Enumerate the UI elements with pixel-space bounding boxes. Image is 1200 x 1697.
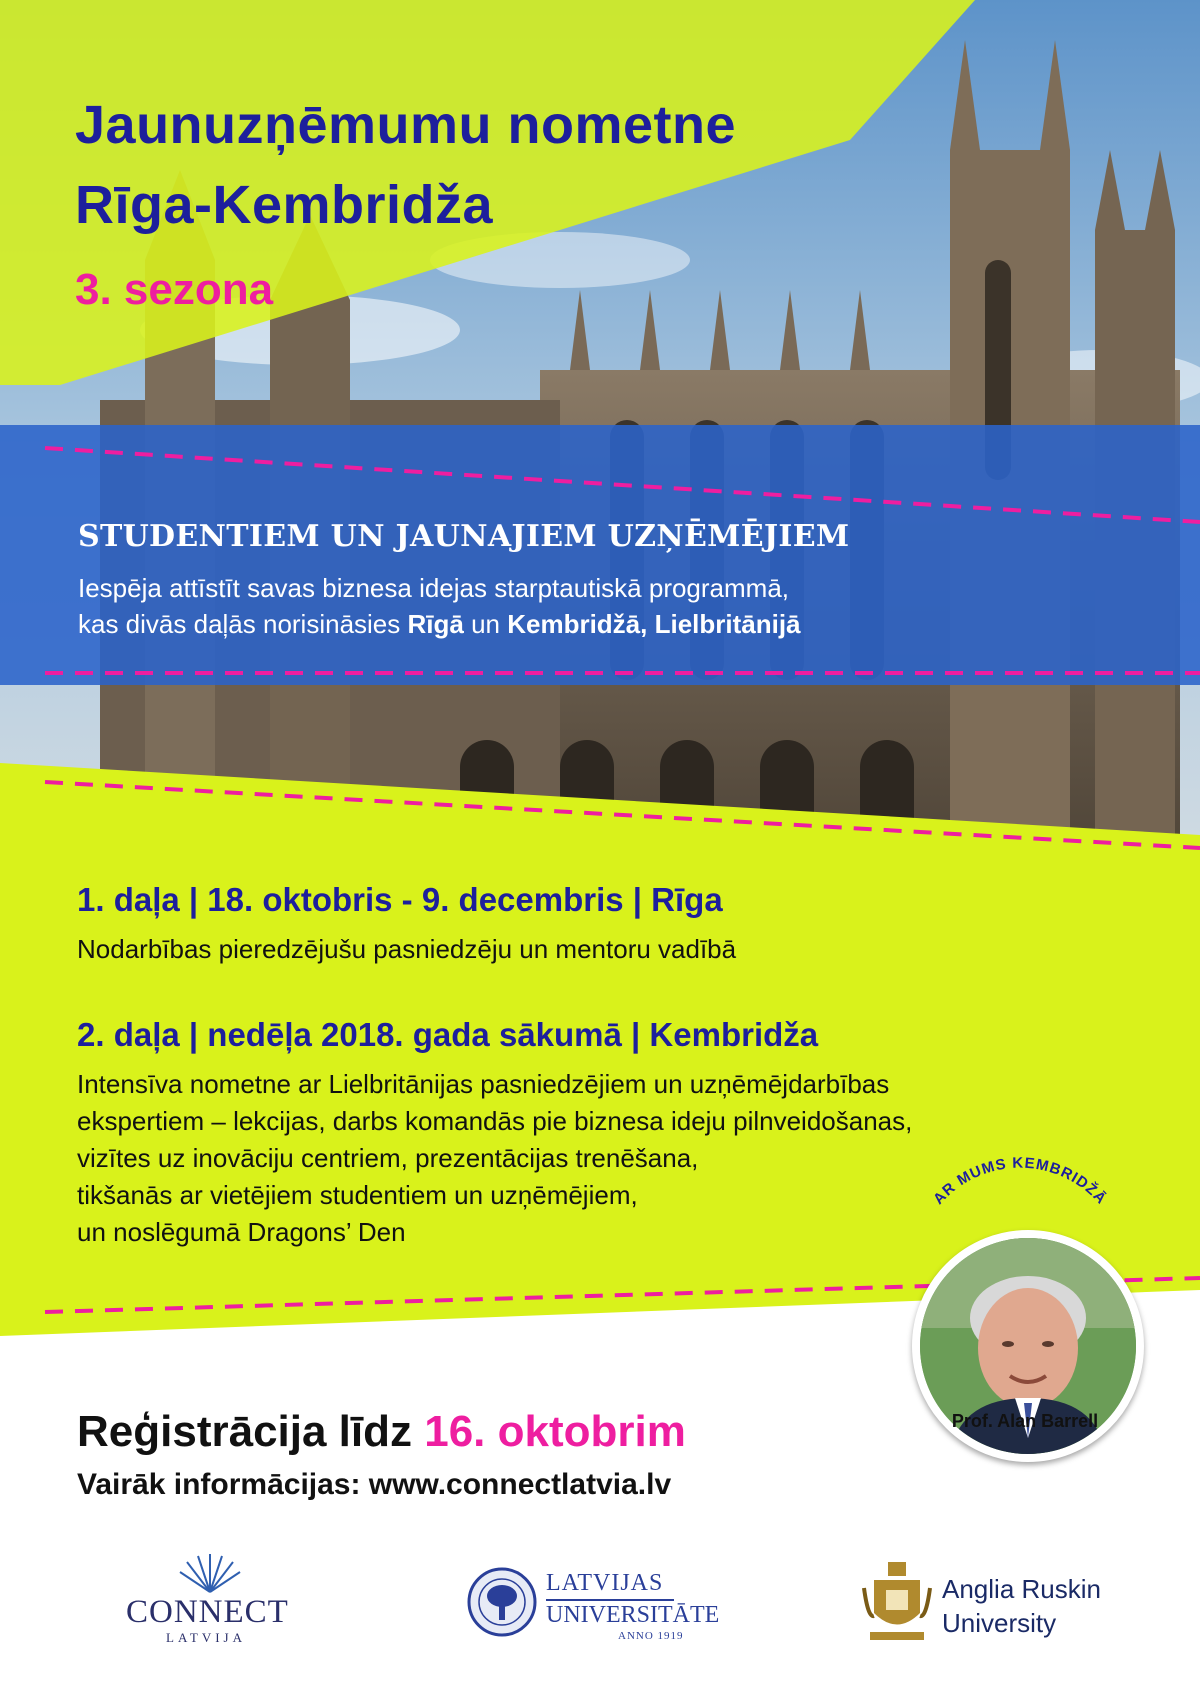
band-line-1: Iespēja attīstīt savas biznesa idejas starptautiskā programmā, [78, 573, 790, 603]
part-2-line-5: un noslēgumā Dragons’ Den [77, 1217, 406, 1247]
university-crest-icon [862, 1558, 932, 1646]
band-line-2-and: un [463, 609, 508, 639]
lu-logo-line-2: UNIVERSITĀTE [546, 1602, 720, 1628]
band-line-2 [78, 611, 801, 637]
aru-logo-line-2: University [942, 1608, 1057, 1638]
title-line-1: Jaunuzņēmumu nometne [75, 95, 737, 155]
band-city-cambridge: Kembridžā, Lielbritānijā [507, 609, 801, 639]
part-2-line-1: Intensīva nometne ar Lielbritānijas pasniedzējiem un uzņēmējdarbības [77, 1069, 890, 1099]
part-2-line-4: tikšanās ar vietējiem studentiem un uzņēmējiem, [77, 1180, 638, 1210]
connect-logo-name: CONNECT [126, 1594, 289, 1630]
lu-logo-year: ANNO 1919 [618, 1630, 684, 1642]
speaker-arc-label: AR MUMS KEMBRIDŽĀ [930, 1154, 1110, 1208]
registration-deadline [77, 1407, 686, 1456]
more-info-link[interactable]: Vairāk informācijas: www.connectlatvia.lv [77, 1468, 672, 1501]
lu-logo-line-1: LATVIJAS [546, 1570, 664, 1596]
registration-date: 16. oktobrim [424, 1407, 686, 1456]
part-2-heading: 2. daļa | nedēļa 2018. gada sākumā | Kembridža [77, 1016, 819, 1053]
registration-prefix: Reģistrācija līdz [77, 1407, 425, 1456]
blue-band [0, 425, 1200, 685]
anglia-ruskin-logo [862, 1558, 1112, 1650]
part-1-heading: 1. daļa | 18. oktobris - 9. decembris | Rīga [77, 881, 723, 918]
speaker-name: Prof. Alan Barrell [951, 1411, 1099, 1431]
connect-logo-sub: LATVIJA [166, 1630, 246, 1645]
title-line-2: Rīga-Kembridža [75, 175, 494, 235]
university-seal-icon [466, 1566, 538, 1638]
part-2-line-3: vizītes uz inovāciju centriem, prezentācijas trenēšana, [77, 1143, 699, 1173]
lu-logo-divider [546, 1599, 674, 1601]
aru-logo-line-1: Anglia Ruskin [942, 1574, 1101, 1604]
band-line-2-prefix: kas divās daļās norisināsies [78, 609, 408, 639]
connect-latvija-logo [120, 1548, 300, 1643]
band-city-riga: Rīgā [407, 609, 464, 639]
latvijas-universitate-logo [466, 1566, 746, 1648]
connect-burst-icon [120, 1548, 300, 1598]
band-heading: STUDENTIEM UN JAUNAJIEM UZŅĒMĒJIEM [78, 519, 850, 554]
part-1-line-1: Nodarbības pieredzējušu pasniedzēju un mentoru vadībā [77, 934, 737, 964]
part-2-line-2: ekspertiem – lekcijas, darbs komandās pie biznesa ideju pilnveidošanas, [77, 1106, 913, 1136]
season-label: 3. sezona [75, 265, 274, 314]
